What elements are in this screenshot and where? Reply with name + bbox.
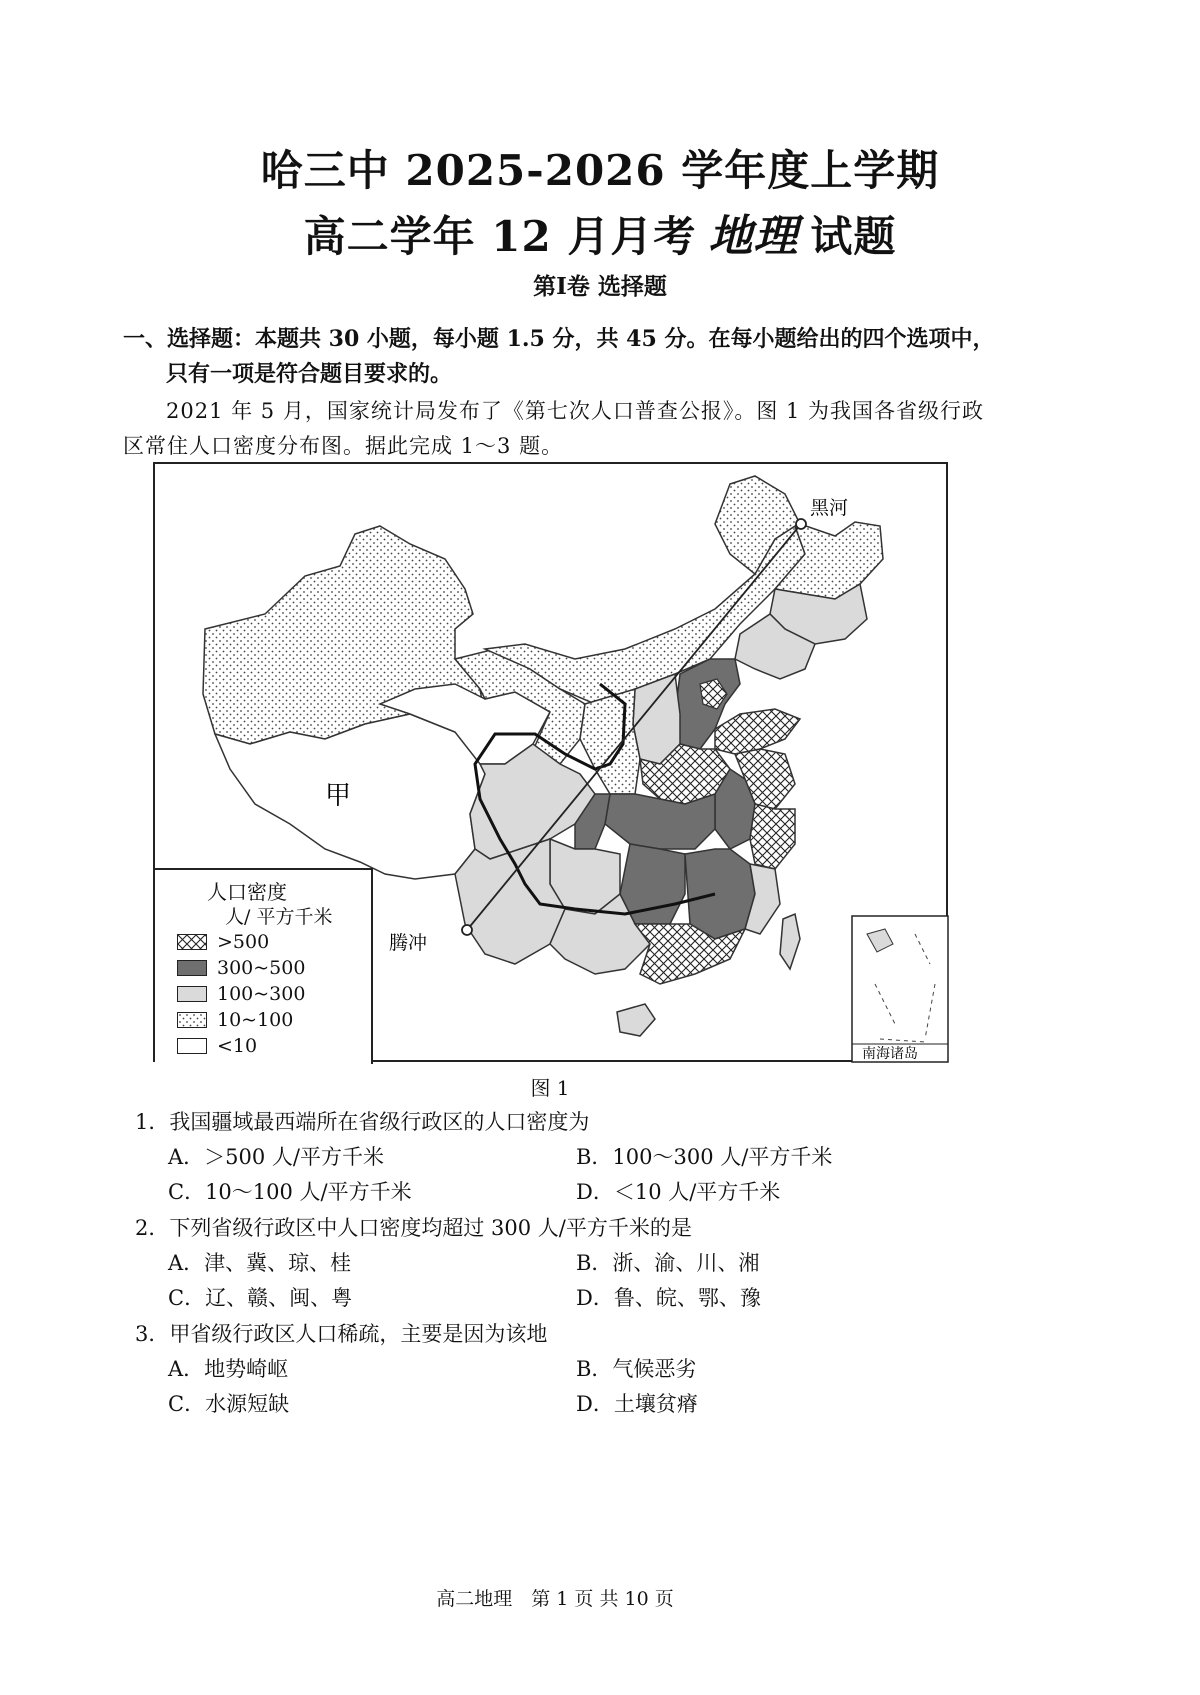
legend-label: >500 (217, 931, 270, 953)
question-3-option-c[interactable]: C．水源短缺 (168, 1392, 290, 1416)
instructions-line1: 一、选择题：本题共 30 小题，每小题 1.5 分，共 45 分。在每小题给出的四个选项中， (123, 326, 995, 352)
context-line2: 区常住人口密度分布图。据此完成 1～3 题。 (123, 434, 564, 458)
section-heading: 第Ⅰ卷 选择题 (533, 273, 667, 300)
dotted-swatch (177, 1012, 207, 1028)
exam-subject: 地理 (708, 211, 799, 262)
question-2-option-d[interactable]: D．鲁、皖、鄂、豫 (576, 1286, 761, 1310)
question-1-option-d[interactable]: D．＜10 人/平方千米 (576, 1180, 781, 1204)
exam-title-line1: 哈三中 2025-2026 学年度上学期 (260, 146, 940, 195)
dark-swatch (177, 960, 207, 976)
tengchong-label: 腾冲 (389, 933, 428, 954)
legend-unit: 人/ 平方千米 (225, 906, 333, 928)
heihe-label: 黑河 (810, 498, 849, 519)
heihe-point (796, 519, 806, 529)
inset-label: 南海诸岛 (862, 1045, 918, 1061)
light-swatch (177, 986, 207, 1002)
instructions-line2: 只有一项是符合题目要求的。 (166, 361, 453, 387)
jia-label: 甲 (325, 781, 352, 810)
region-jiangxi (685, 849, 755, 939)
question-2-option-c[interactable]: C．辽、赣、闽、粤 (168, 1286, 353, 1310)
region-zhejiang (750, 804, 795, 869)
legend-label: 10~100 (217, 1009, 294, 1031)
legend-title: 人口密度 (207, 880, 287, 904)
exam-title-suffix: 试题 (810, 212, 897, 261)
south-sea-inset (852, 916, 948, 1062)
population-density-map (153, 462, 948, 1062)
tengchong-point (462, 925, 472, 935)
figure-caption: 图 1 (530, 1076, 570, 1100)
question-3-option-b[interactable]: B．气候恶劣 (576, 1357, 697, 1381)
region-shandong (715, 709, 800, 754)
legend-label: <10 (217, 1035, 258, 1057)
question-2-stem: 2．下列省级行政区中人口密度均超过 300 人/平方千米的是 (135, 1216, 692, 1240)
question-3-option-d[interactable]: D．土壤贫瘠 (576, 1392, 698, 1416)
question-1-option-a[interactable]: A．＞500 人/平方千米 (168, 1145, 384, 1169)
question-1-option-c[interactable]: C．10～100 人/平方千米 (168, 1180, 412, 1204)
region-hubei (605, 794, 715, 849)
question-3-stem: 3．甲省级行政区人口稀疏，主要是因为该地 (135, 1322, 548, 1346)
exam-title-prefix: 高二学年 12 月月考 (303, 212, 697, 261)
map-legend (155, 868, 373, 1064)
region-heilongjiang (715, 476, 883, 599)
region-hainan (617, 1004, 655, 1036)
crosshatch-swatch (177, 934, 207, 950)
region-shaanxi (580, 689, 640, 794)
question-3-option-a[interactable]: A．地势崎岖 (168, 1357, 289, 1381)
exam-title-line2 (0, 200, 1200, 264)
legend-label: 100~300 (217, 983, 306, 1005)
context-line1: 2021 年 5 月，国家统计局发布了《第七次人口普查公报》。图 1 为我国各省级行政 (166, 399, 985, 423)
region-taiwan (780, 914, 800, 969)
question-2-option-b[interactable]: B．浙、渝、川、湘 (576, 1251, 760, 1275)
blank-swatch (177, 1038, 207, 1054)
question-1-stem: 1．我国疆域最西端所在省级行政区的人口密度为 (135, 1110, 590, 1134)
question-2-option-a[interactable]: A．津、冀、琼、桂 (168, 1251, 352, 1275)
page-footer: 高二地理 第 1 页 共 10 页 (436, 1588, 674, 1610)
legend-label: 300~500 (217, 957, 306, 979)
question-1-option-b[interactable]: B．100～300 人/平方千米 (576, 1145, 833, 1169)
